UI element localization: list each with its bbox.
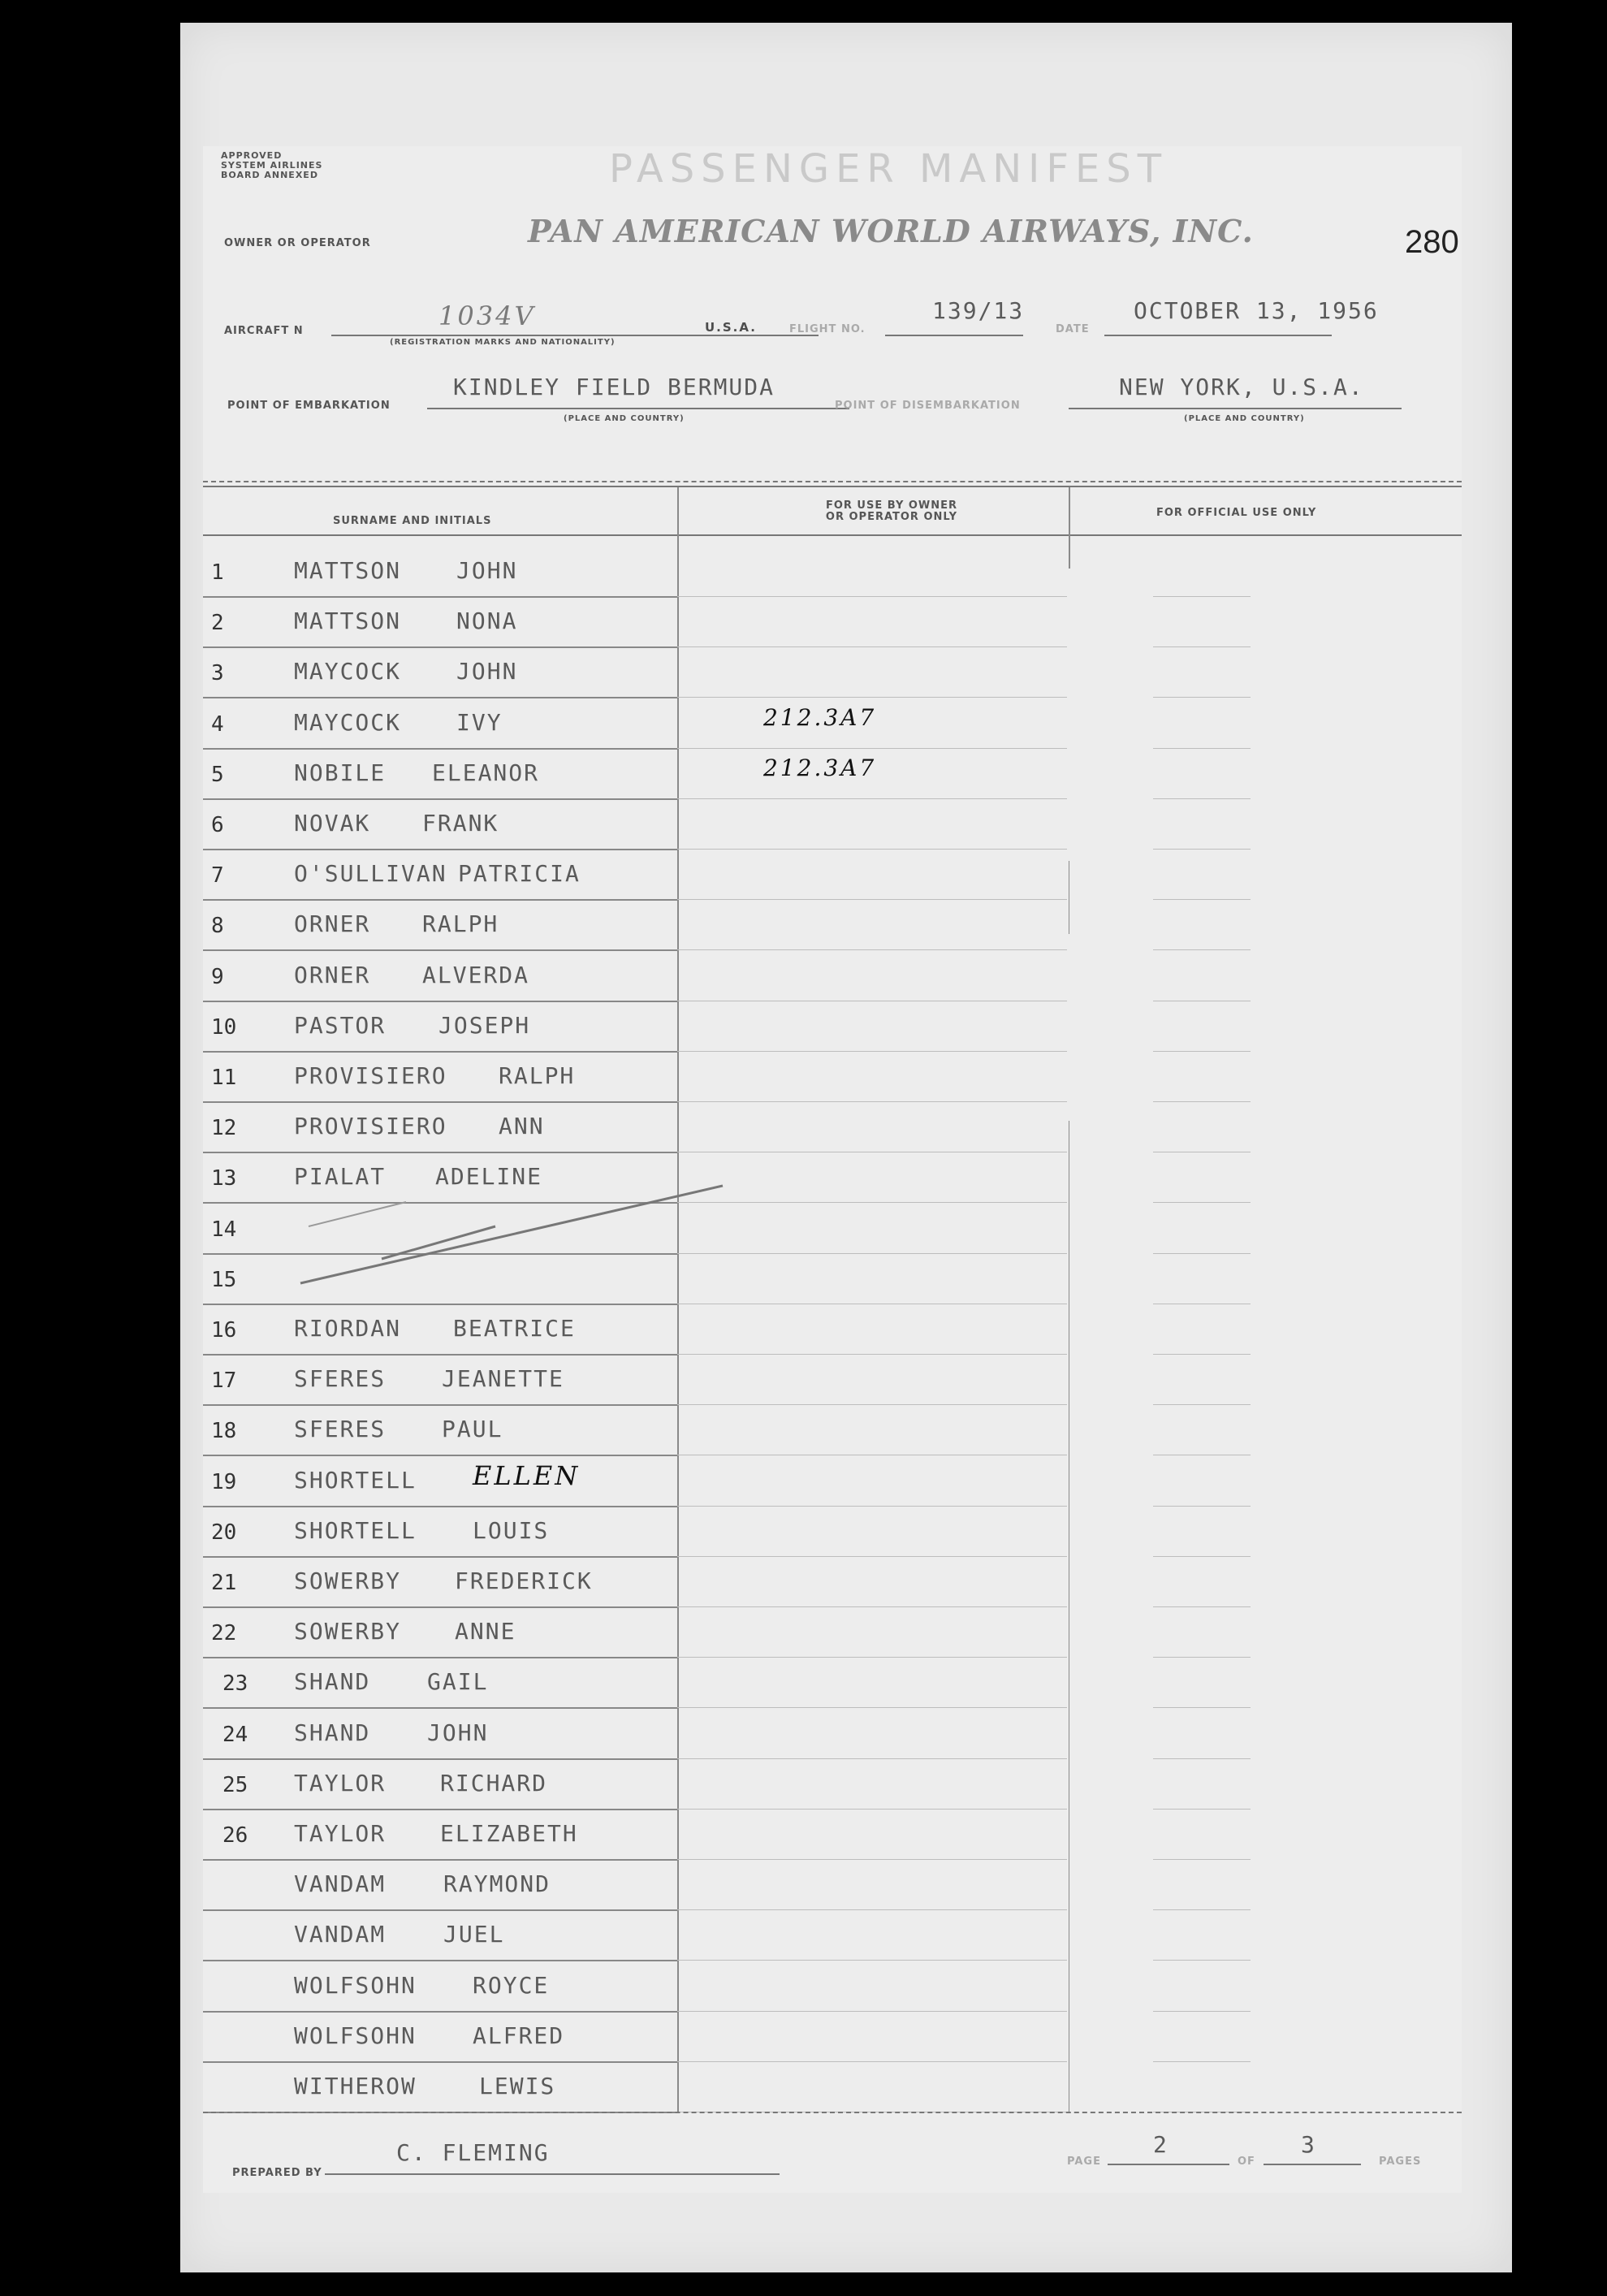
embark-label: POINT OF EMBARKATION (227, 400, 391, 412)
embark-value: KINDLEY FIELD BERMUDA (453, 374, 775, 400)
passenger-given-name: LOUIS (473, 1517, 550, 1544)
row-rule-official (1153, 1202, 1251, 1203)
row-rule-official (1153, 798, 1251, 799)
passenger-surname: SFERES (294, 1365, 387, 1392)
row-rule (203, 1758, 677, 1760)
table-row (203, 1765, 1462, 1814)
row-rule-faint (677, 1707, 1067, 1708)
passenger-surname: WOLFSOHN (294, 1972, 417, 1999)
approved-line: BOARD ANNEXED (221, 170, 318, 180)
row-rule (203, 1657, 677, 1658)
owner-note: 212.3A7 (763, 704, 877, 731)
row-rule-official (1153, 1556, 1251, 1557)
row-number: 23 (222, 1671, 248, 1696)
passenger-given-name: JOSEPH (438, 1012, 531, 1039)
passenger-surname: SOWERBY (294, 1618, 402, 1645)
row-rule-faint (677, 697, 1067, 698)
row-rule (203, 2061, 677, 2063)
passenger-surname: SHAND (294, 1719, 371, 1746)
row-rule-official (1153, 1707, 1251, 1708)
row-rule-faint (677, 1758, 1067, 1759)
passenger-given-name: RAYMOND (443, 1870, 551, 1897)
passenger-given-name: JOHN (456, 658, 518, 685)
table-row (203, 2017, 1462, 2066)
passenger-given-name: RALPH (422, 910, 499, 937)
row-rule (203, 646, 677, 648)
row-rule (203, 1606, 677, 1608)
header-bottom-rule (203, 534, 1462, 536)
passenger-given-name: JEANETTE (442, 1365, 564, 1392)
row-rule (203, 1506, 677, 1507)
passenger-surname: ORNER (294, 910, 371, 937)
row-rule (203, 1354, 677, 1356)
table-row (203, 755, 1462, 803)
table-row (203, 653, 1462, 702)
row-rule-official (1153, 2011, 1251, 2012)
table-row (203, 1714, 1462, 1763)
table-row (203, 1967, 1462, 2016)
table-row (203, 1462, 1462, 1511)
row-rule-official (1153, 2061, 1251, 2062)
row-rule-official (1153, 1404, 1251, 1405)
table-row (203, 1310, 1462, 1359)
col-official-header: FOR OFFICIAL USE ONLY (1156, 507, 1317, 519)
embark-line (427, 408, 849, 409)
table-row (203, 1613, 1462, 1662)
passenger-given-name: LEWIS (479, 2073, 556, 2099)
passenger-given-name: ANN (499, 1113, 545, 1139)
passenger-surname: WITHEROW (294, 2073, 417, 2099)
table-row (203, 2068, 1462, 2117)
approved-line: SYSTEM AIRLINES (221, 160, 323, 171)
passenger-surname: PROVISIERO (294, 1062, 447, 1089)
row-rule-faint (677, 899, 1067, 900)
pages-label: PAGES (1379, 2155, 1422, 2168)
approved-block (221, 151, 322, 180)
row-rule (203, 1455, 677, 1456)
row-number: 9 (211, 965, 224, 989)
disembark-line (1069, 408, 1402, 409)
aircraft-sub: (REGISTRATION MARKS AND NATIONALITY) (390, 338, 616, 347)
row-rule-official (1153, 849, 1251, 850)
row-rule-faint (677, 849, 1067, 850)
passenger-given-name: ELIZABETH (440, 1820, 578, 1847)
passenger-surname: SHORTELL (294, 1467, 417, 1494)
row-rule-official (1153, 1101, 1251, 1102)
row-rule (203, 849, 677, 850)
page-line (1108, 2164, 1229, 2165)
aircraft-value: 1034V (438, 301, 536, 331)
row-rule-official (1153, 899, 1251, 900)
passenger-given-name: ALFRED (473, 2022, 565, 2049)
table-row (203, 805, 1462, 854)
row-rule (203, 748, 677, 750)
passenger-surname: NOVAK (294, 810, 371, 837)
date-line (1104, 335, 1332, 336)
passenger-surname: MAYCOCK (294, 709, 402, 736)
row-rule (203, 1001, 677, 1002)
row-number: 11 (211, 1066, 237, 1090)
passenger-given-name: JOHN (427, 1719, 489, 1746)
row-rule-faint (677, 798, 1067, 799)
passenger-given-name: RALPH (499, 1062, 576, 1089)
prepared-label: PREPARED BY (232, 2167, 322, 2179)
row-rule-official (1153, 1506, 1251, 1507)
passenger-given-name: ROYCE (473, 1972, 550, 1999)
passenger-given-name: FRANK (422, 810, 499, 837)
table-row (203, 1563, 1462, 1611)
col-owner-line: OR OPERATOR ONLY (825, 511, 958, 523)
row-number: 4 (211, 712, 224, 737)
table-top-rule (203, 486, 1462, 487)
passenger-given-name: PAUL (442, 1416, 503, 1442)
row-rule-official (1153, 1859, 1251, 1860)
row-rule-faint (677, 2011, 1067, 2012)
row-rule (203, 949, 677, 951)
row-rule (203, 1404, 677, 1406)
row-rule-faint (677, 2061, 1067, 2062)
passenger-given-name: ALVERDA (422, 962, 530, 988)
passenger-surname: SHAND (294, 1668, 371, 1695)
table-row (203, 906, 1462, 954)
row-number: 13 (211, 1166, 237, 1191)
row-number: 14 (211, 1217, 237, 1242)
row-rule (203, 2011, 677, 2013)
row-rule-faint (677, 748, 1067, 749)
row-number: 10 (211, 1015, 237, 1040)
row-number: 6 (211, 813, 224, 837)
row-number: 24 (222, 1723, 248, 1747)
passenger-given-name: GAIL (427, 1668, 489, 1695)
row-number: 25 (222, 1773, 248, 1797)
passenger-given-name: ELEANOR (432, 759, 540, 786)
page-label: PAGE (1067, 2155, 1101, 2168)
manifest-form (203, 146, 1462, 2193)
disembark-value: NEW YORK, U.S.A. (1119, 374, 1364, 400)
row-rule (203, 1556, 677, 1558)
row-rule-faint (677, 1556, 1067, 1557)
passenger-surname: TAYLOR (294, 1820, 387, 1847)
passenger-given-name: ANNE (455, 1618, 516, 1645)
passenger-given-name: PATRICIA (458, 860, 581, 887)
row-rule-official (1153, 1253, 1251, 1254)
passenger-given-name: IVY (456, 709, 503, 736)
row-rule-faint (677, 1051, 1067, 1052)
row-rule (203, 899, 677, 901)
row-number: 18 (211, 1419, 237, 1443)
row-rule-faint (677, 1960, 1067, 1961)
row-rule-faint (677, 1909, 1067, 1910)
row-rule (203, 596, 677, 598)
row-rule-faint (677, 1404, 1067, 1405)
row-rule-official (1153, 646, 1251, 647)
owner-note: 212.3A7 (763, 755, 877, 781)
row-rule-official (1153, 1909, 1251, 1910)
row-number: 3 (211, 661, 224, 685)
row-rule-faint (677, 1101, 1067, 1102)
passenger-surname: MATTSON (294, 608, 402, 634)
passenger-given-name: NONA (456, 608, 518, 634)
owner-label: OWNER OR OPERATOR (224, 237, 371, 249)
row-rule-official (1153, 748, 1251, 749)
row-rule (203, 1051, 677, 1053)
row-rule-faint (677, 1506, 1067, 1507)
passenger-surname: O'SULLIVAN (294, 860, 447, 887)
row-number: 5 (211, 763, 224, 787)
row-rule-official (1153, 596, 1251, 597)
table-row (203, 1057, 1462, 1106)
table-row (203, 1007, 1462, 1056)
passenger-surname: MAYCOCK (294, 658, 402, 685)
row-rule-faint (677, 1606, 1067, 1607)
aircraft-line (331, 335, 819, 336)
passenger-surname: RIORDAN (294, 1315, 402, 1342)
disembark-sub: (PLACE AND COUNTRY) (1184, 414, 1305, 423)
row-rule-official (1153, 1657, 1251, 1658)
aircraft-label: AIRCRAFT N (224, 325, 304, 337)
passenger-surname: PASTOR (294, 1012, 387, 1039)
table-bottom-rule (203, 2112, 1462, 2113)
row-rule (203, 1101, 677, 1103)
of-label: OF (1238, 2155, 1255, 2168)
table-row (203, 603, 1462, 651)
page-value: 2 (1153, 2131, 1169, 2158)
table-row (203, 552, 1462, 601)
row-rule-official (1153, 1354, 1251, 1355)
disembark-label: POINT OF DISEMBARKATION (835, 400, 1021, 412)
prepared-value: C. FLEMING (396, 2139, 550, 2166)
embark-sub: (PLACE AND COUNTRY) (564, 414, 685, 423)
row-rule-faint (677, 646, 1067, 647)
table-top-rule (203, 481, 1462, 482)
passenger-given-name: ADELINE (435, 1163, 543, 1190)
usa-label: U.S.A. (705, 320, 757, 335)
table-row (203, 1866, 1462, 1914)
flight-line (885, 335, 1023, 336)
date-label: DATE (1056, 323, 1090, 335)
row-rule-faint (677, 1657, 1067, 1658)
passenger-surname: MATTSON (294, 557, 402, 584)
row-number: 26 (222, 1823, 248, 1848)
passenger-given-name: ELLEN (473, 1460, 581, 1491)
table-row (203, 1411, 1462, 1459)
row-rule-faint (677, 949, 1067, 950)
page-number: 280 (1405, 224, 1459, 260)
document-title: PASSENGER MANIFEST (609, 146, 1169, 192)
of-value: 3 (1301, 2131, 1316, 2158)
row-rule-faint (677, 596, 1067, 597)
row-number: 20 (211, 1520, 237, 1545)
owner-value: PAN AMERICAN WORLD AIRWAYS, INC. (528, 213, 1254, 249)
row-rule-faint (677, 1354, 1067, 1355)
row-number: 8 (211, 914, 224, 938)
row-rule (203, 697, 677, 698)
row-rule-official (1153, 949, 1251, 950)
table-row (203, 1916, 1462, 1965)
approved-line: APPROVED (221, 150, 283, 161)
flight-value: 139/13 (932, 297, 1025, 324)
row-rule (203, 1909, 677, 1911)
row-number: 16 (211, 1318, 237, 1343)
passenger-surname: ORNER (294, 962, 371, 988)
row-number: 1 (211, 560, 224, 585)
passenger-surname: SOWERBY (294, 1567, 402, 1594)
row-rule-official (1153, 1758, 1251, 1759)
row-rule (203, 1707, 677, 1709)
row-rule-official (1153, 697, 1251, 698)
row-rule (203, 1152, 677, 1153)
row-number: 15 (211, 1268, 237, 1292)
flight-label: FLIGHT NO. (789, 323, 866, 335)
passenger-surname: VANDAM (294, 1921, 387, 1948)
crossout-marks (284, 1170, 739, 1299)
row-rule-faint (677, 1809, 1067, 1810)
of-line (1264, 2164, 1361, 2165)
passenger-surname: PROVISIERO (294, 1113, 447, 1139)
passenger-surname: SFERES (294, 1416, 387, 1442)
table-row (203, 855, 1462, 904)
table-row (203, 1663, 1462, 1712)
table-row (203, 1815, 1462, 1864)
row-number: 7 (211, 863, 224, 888)
passenger-surname: WOLFSOHN (294, 2022, 417, 2049)
passenger-surname: PIALAT (294, 1163, 387, 1190)
row-rule-official (1153, 1809, 1251, 1810)
passenger-surname: VANDAM (294, 1870, 387, 1897)
table-row (203, 1360, 1462, 1409)
passenger-surname: NOBILE (294, 759, 387, 786)
passenger-given-name: BEATRICE (453, 1315, 576, 1342)
row-number: 21 (211, 1571, 237, 1595)
row-number: 22 (211, 1621, 237, 1645)
passenger-given-name: FREDERICK (455, 1567, 593, 1594)
passenger-given-name: JOHN (456, 557, 518, 584)
row-rule-official (1153, 1606, 1251, 1607)
row-number: 12 (211, 1116, 237, 1140)
row-rule (203, 1304, 677, 1305)
row-rule (203, 1809, 677, 1810)
table-row (203, 1108, 1462, 1157)
row-rule-official (1153, 1051, 1251, 1052)
col-owner-line: FOR USE BY OWNER (825, 499, 958, 512)
row-rule-faint (677, 1859, 1067, 1860)
row-number: 17 (211, 1369, 237, 1393)
col-surname-header: SURNAME AND INITIALS (333, 515, 492, 527)
passenger-surname: SHORTELL (294, 1517, 417, 1544)
table-row (203, 1512, 1462, 1561)
prepared-line (325, 2173, 780, 2175)
passenger-given-name: RICHARD (440, 1770, 548, 1797)
table-row (203, 957, 1462, 1005)
row-rule (203, 1859, 677, 1861)
date-value: OCTOBER 13, 1956 (1134, 297, 1379, 324)
table-row (203, 704, 1462, 753)
row-number: 19 (211, 1470, 237, 1494)
passenger-surname: TAYLOR (294, 1770, 387, 1797)
row-number: 2 (211, 611, 224, 635)
passenger-given-name: JUEL (443, 1921, 505, 1948)
col-owner-header (786, 500, 997, 523)
row-rule (203, 798, 677, 800)
row-rule (203, 1960, 677, 1961)
row-rule-official (1153, 1960, 1251, 1961)
